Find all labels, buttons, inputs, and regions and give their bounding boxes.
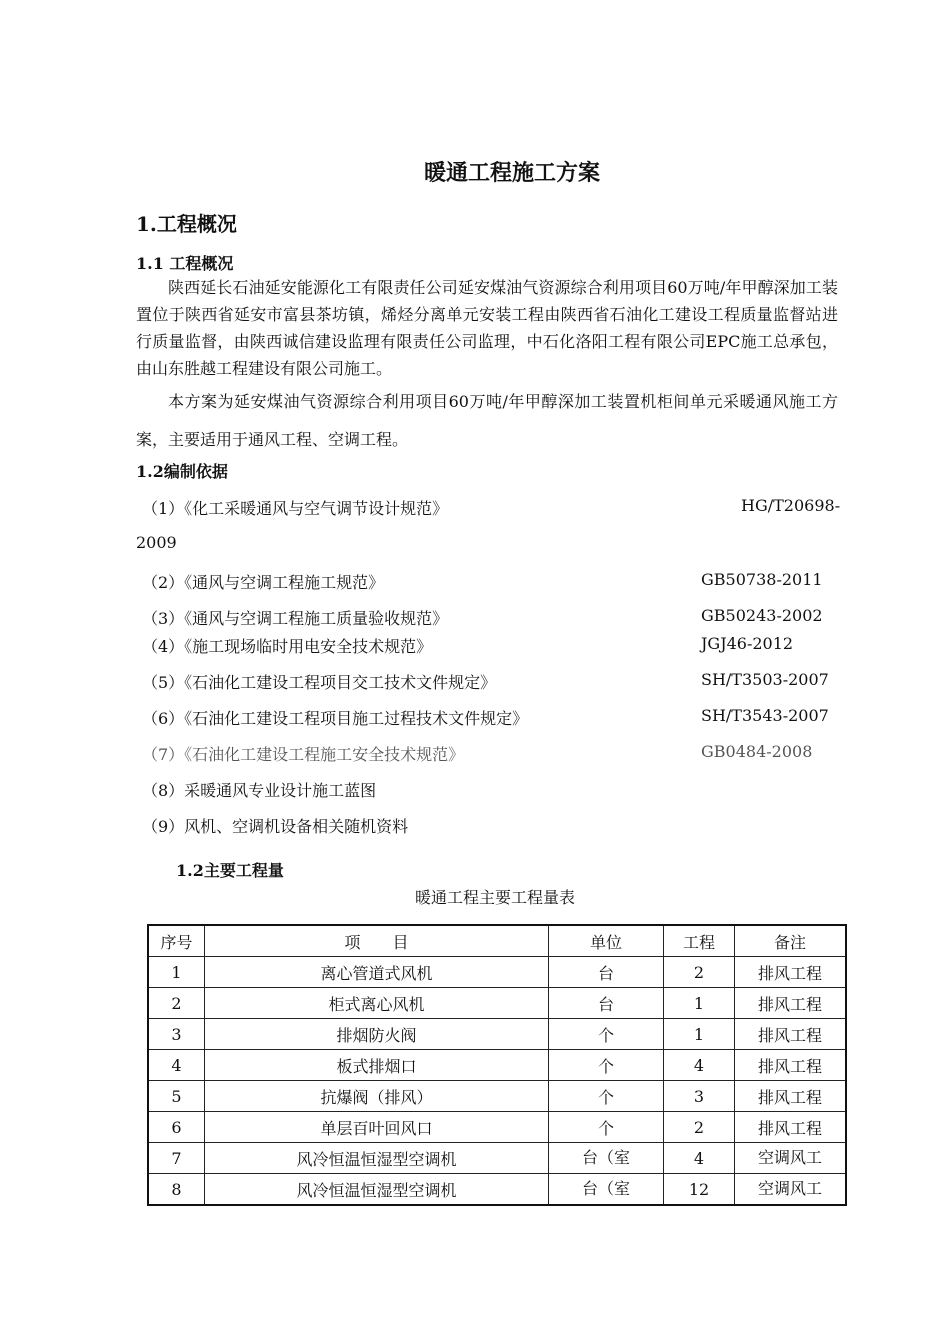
table-row	[148, 988, 846, 1019]
cell-remark	[735, 1143, 847, 1174]
cell-remark: 排风工程	[735, 957, 847, 988]
table-caption: 暖通工程主要工程量表	[414, 888, 575, 907]
table-row	[148, 1143, 846, 1174]
header-item: 项 目	[205, 925, 549, 957]
cell-remark-text: 空调风工	[757, 1148, 822, 1167]
cell-remark: 排风工程	[735, 1112, 847, 1143]
table-header-row	[148, 925, 846, 957]
cell-item: 风冷恒温恒湿型空调机	[205, 1174, 549, 1206]
reference-standard: JGJ46-2012	[701, 634, 794, 653]
cell-unit-text: 台（室	[581, 1148, 630, 1167]
cell-remark: 排风工程	[735, 988, 847, 1019]
reference-item: （9）风机、空调机设备相关随机资料	[142, 817, 409, 836]
cell-index: 5	[148, 1081, 205, 1112]
subsection-heading-quantities: 1.2主要工程量	[176, 861, 284, 880]
reference-standard: HG/T20698-	[741, 496, 841, 515]
cell-remark-text: 空调风工	[757, 1179, 822, 1198]
cell-remark: 排风工程	[735, 1050, 847, 1081]
reference-standard: SH/T3503-2007	[701, 670, 829, 689]
header-unit: 单位	[549, 925, 664, 957]
cell-unit: 个	[549, 1081, 664, 1112]
reference-standard: GB50243-2002	[701, 606, 823, 625]
table-row	[148, 1112, 846, 1143]
cell-item: 板式排烟口	[205, 1050, 549, 1081]
table-row	[148, 1174, 846, 1206]
reference-item: （6）《石油化工建设工程项目施工过程技术文件规定》	[142, 709, 529, 728]
cell-quantity: 4	[664, 1143, 735, 1174]
cell-index: 7	[148, 1143, 205, 1174]
header-index: 序号	[148, 925, 205, 957]
cell-unit	[549, 1143, 664, 1174]
cell-item: 柜式离心风机	[205, 988, 549, 1019]
cell-quantity: 2	[664, 1112, 735, 1143]
scope-paragraph: 本方案为延安煤油气资源综合利用项目60万吨/年甲醇深加工装置机柜间单元采暖通风施工方案，主要适用于通风工程、空调工程。	[136, 392, 838, 449]
page-title: 暖通工程施工方案	[423, 160, 600, 186]
cell-item: 单层百叶回风口	[205, 1112, 549, 1143]
cell-index: 2	[148, 988, 205, 1019]
reference-item: （2）《通风与空调工程施工规范》	[142, 573, 385, 592]
cell-item: 离心管道式风机	[205, 957, 549, 988]
cell-index: 3	[148, 1019, 205, 1050]
reference-item: （1）《化工采暖通风与空气调节设计规范》	[142, 499, 449, 518]
table-row	[148, 1050, 846, 1081]
cell-item: 排烟防火阀	[205, 1019, 549, 1050]
table-row	[148, 957, 846, 988]
cell-index: 1	[148, 957, 205, 988]
cell-quantity: 1	[664, 1019, 735, 1050]
subsection-heading-1-1: 1.1 工程概况	[136, 254, 234, 273]
overview-paragraph: 陕西延长石油延安能源化工有限责任公司延安煤油气资源综合利用项目60万吨/年甲醇深加工装置位于陕西省延安市富县茶坊镇，烯烃分离单元安装工程由陕西省石油化工建设工程质量监督站进行质量监督，由陕西诚信建设监理有限责任公司监理，中石化洛阳工程有限公司EPC施工总承包，由山东胜越工程建设有限公司施工。	[136, 278, 838, 378]
cell-quantity: 2	[664, 957, 735, 988]
cell-unit: 台	[549, 957, 664, 988]
cell-quantity: 4	[664, 1050, 735, 1081]
cell-unit: 台	[549, 988, 664, 1019]
quantities-table	[147, 924, 847, 1206]
reference-item: （5）《石油化工建设工程项目交工技术文件规定》	[142, 673, 497, 692]
reference-standard: GB50738-2011	[701, 570, 823, 589]
cell-remark	[735, 1174, 847, 1206]
cell-quantity: 1	[664, 988, 735, 1019]
reference-item: （8）采暖通风专业设计施工蓝图	[142, 781, 377, 800]
reference-item: （3）《通风与空调工程施工质量验收规范》	[142, 609, 449, 628]
cell-unit-text: 台（室	[581, 1179, 630, 1198]
cell-remark: 排风工程	[735, 1081, 847, 1112]
cell-item: 风冷恒温恒湿型空调机	[205, 1143, 549, 1174]
subsection-heading-1-2: 1.2编制依据	[136, 462, 228, 481]
cell-index: 6	[148, 1112, 205, 1143]
section-heading-1: 1.工程概况	[136, 212, 237, 236]
cell-unit: 个	[549, 1019, 664, 1050]
header-quantity: 工程	[664, 925, 735, 957]
table-row	[148, 1081, 846, 1112]
cell-index: 4	[148, 1050, 205, 1081]
table-row	[148, 1019, 846, 1050]
cell-unit: 个	[549, 1050, 664, 1081]
header-remark: 备注	[735, 925, 847, 957]
reference-item: （7）《石油化工建设工程施工安全技术规范》	[142, 745, 465, 764]
cell-quantity: 12	[664, 1174, 735, 1206]
reference-standard-continued: 2009	[136, 533, 177, 552]
cell-item: 抗爆阀（排风）	[205, 1081, 549, 1112]
cell-remark: 排风工程	[735, 1019, 847, 1050]
cell-unit	[549, 1174, 664, 1206]
cell-unit: 个	[549, 1112, 664, 1143]
reference-item: （4）《施工现场临时用电安全技术规范》	[142, 637, 433, 656]
reference-standard: GB0484-2008	[701, 742, 813, 761]
reference-standard: SH/T3543-2007	[701, 706, 829, 725]
cell-quantity: 3	[664, 1081, 735, 1112]
cell-index: 8	[148, 1174, 205, 1206]
